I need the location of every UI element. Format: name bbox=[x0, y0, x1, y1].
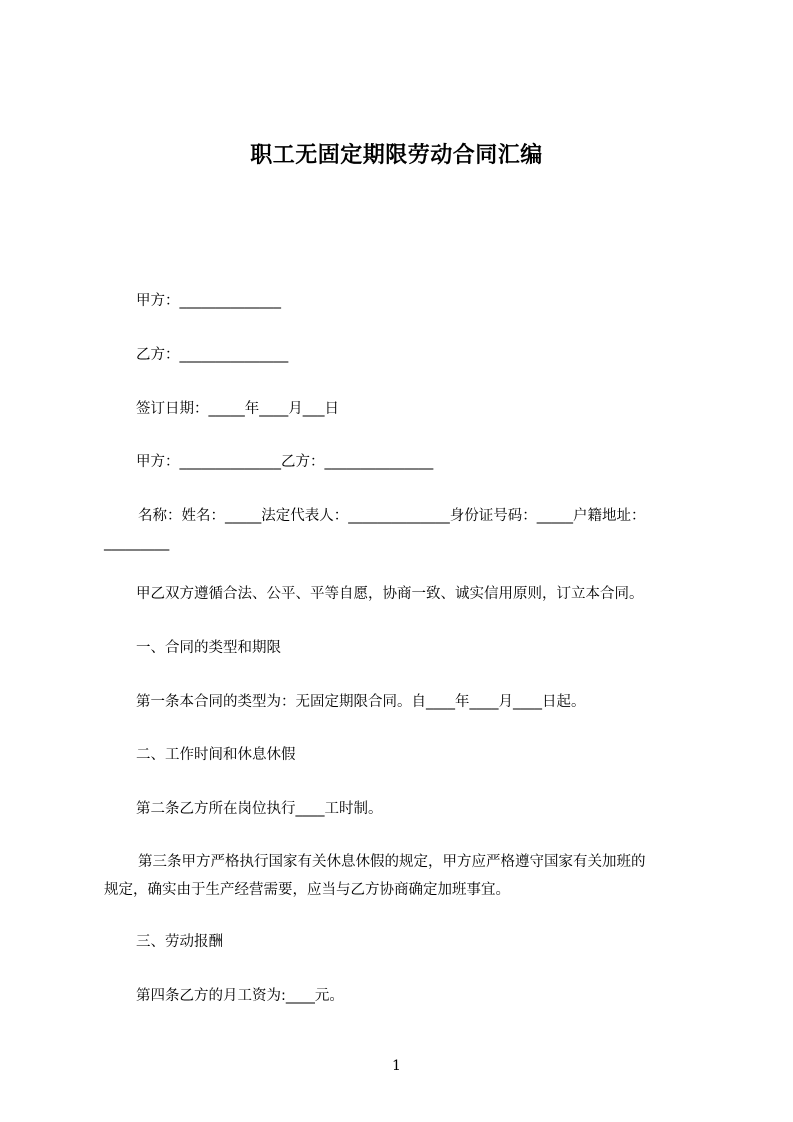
party-a-line: 甲方：______________ bbox=[136, 293, 281, 309]
section-heading-3: 三、劳动报酬 bbox=[136, 934, 223, 950]
article-3-line-2: 规定，确实由于生产经营需要，应当与乙方协商确定加班事宜。 bbox=[104, 882, 510, 898]
article-3-line-1: 第三条甲方严格执行国家有关休息休假的规定，甲方应严格遵守国家有关加班的 bbox=[138, 854, 646, 870]
section-heading-1: 一、合同的类型和期限 bbox=[136, 640, 281, 656]
document-title: 职工无固定期限劳动合同汇编 bbox=[250, 143, 543, 168]
party-ab-line: 甲方：______________乙方：_______________ bbox=[136, 454, 434, 470]
name-row-continuation: _________ bbox=[104, 535, 170, 551]
name-row-line: 名称：姓名：_____法定代表人：______________身份证号码：_____户籍地址： bbox=[138, 508, 646, 524]
section-heading-2: 二、工作时间和休息休假 bbox=[136, 747, 296, 763]
article-2: 第二条乙方所在岗位执行____工时制。 bbox=[136, 801, 383, 817]
article-4: 第四条乙方的月工资为:____元。 bbox=[136, 988, 344, 1004]
party-b-line: 乙方：_______________ bbox=[136, 347, 289, 363]
article-1: 第一条本合同的类型为：无固定期限合同。自____年____月____日起。 bbox=[136, 694, 586, 710]
preamble-paragraph: 甲乙双方遵循合法、公平、平等自愿，协商一致、诚实信用原则，订立本合同。 bbox=[136, 586, 644, 602]
page-number: 1 bbox=[392, 1058, 401, 1074]
sign-date-line: 签订日期：_____年____月___日 bbox=[136, 401, 339, 417]
